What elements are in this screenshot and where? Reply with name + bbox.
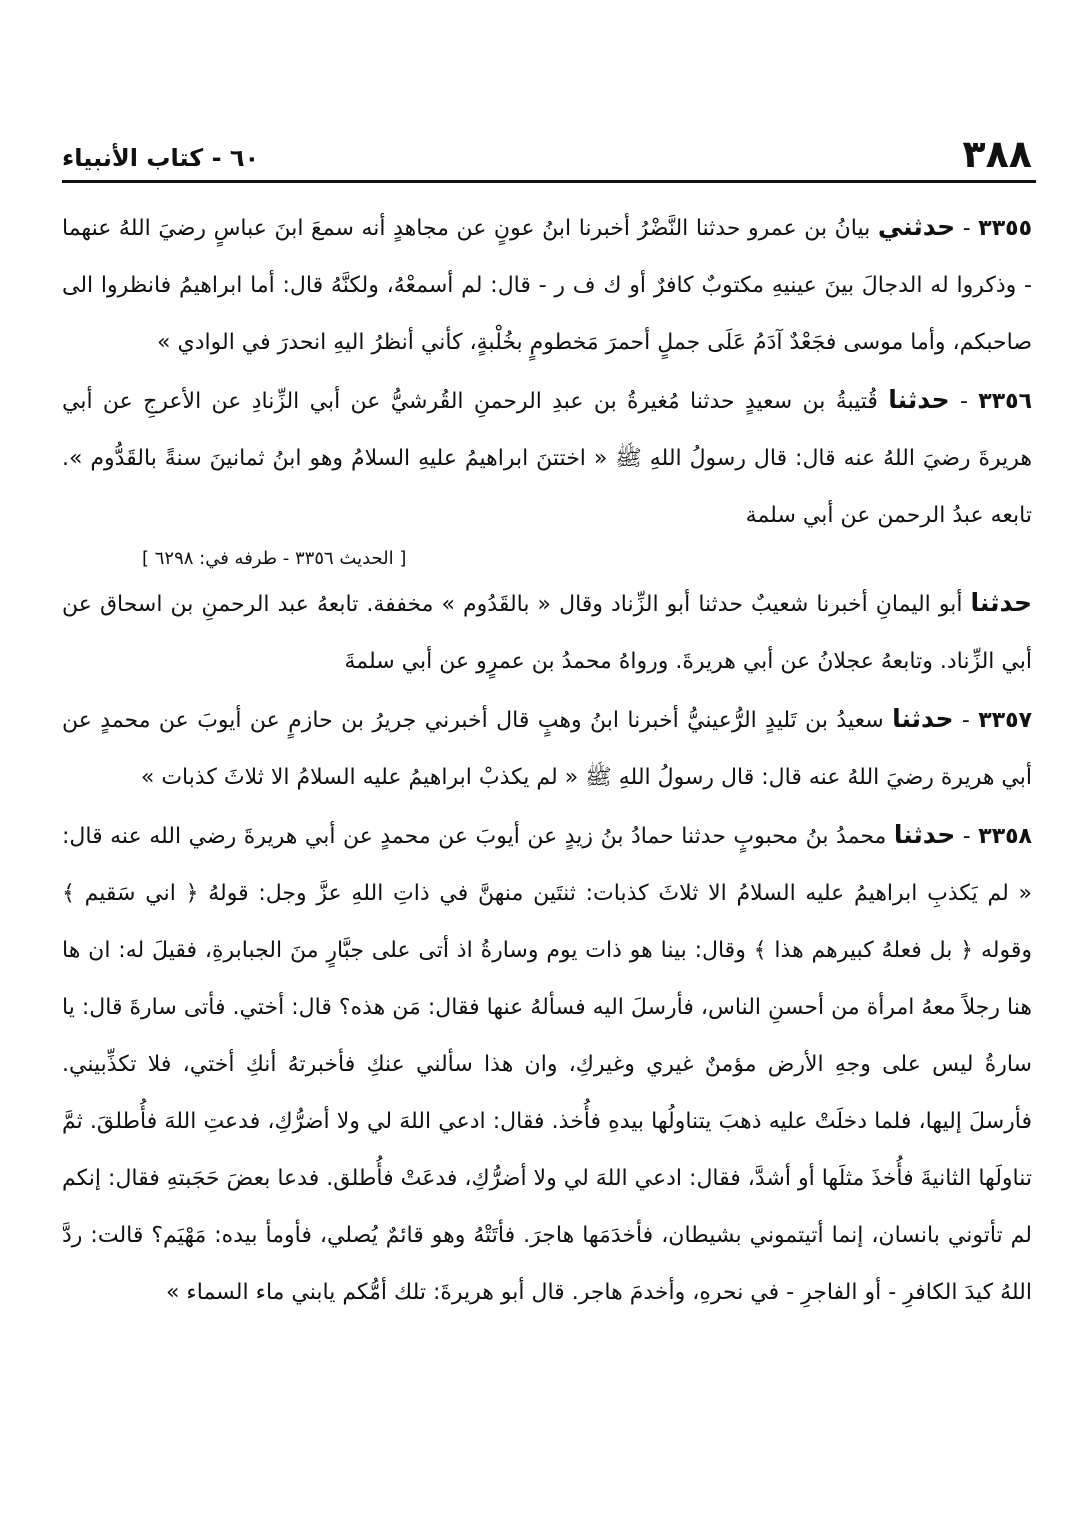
page-number: ٣٨٨	[962, 132, 1032, 176]
page-header	[62, 128, 1032, 176]
hadith-text: أبو اليمانِ أخبرنا شعيبٌ حدثنا أبو الزِّناد وقال « بالقَدُوم » مخففة. تابعهُ عبد الرحمنِ بن اسحاق عن أبي الزِّناد. وتابعهُ عجلانُ عن أبي هريرةَ. ورواهُ محمدُ بن عمرٍو عن أبي سلمةَ	[62, 592, 1032, 674]
text-body	[62, 198, 1032, 1321]
haddathana-word: حدثنا	[970, 588, 1032, 617]
hadith-number: ٣٣٥٨	[978, 824, 1032, 849]
hadith-text: قُتيبةُ بن سعيدٍ حدثنا مُغيرةُ بن عبدِ الرحمنِ القُرشيُّ عن أبي الزِّنادِ عن الأعرجِ عن أبي هريرةَ رضيَ اللهُ عنه قال: قال رسولُ اللهِ ﷺ « اختتنَ ابراهيمُ عليهِ السلامُ وهو ابنُ ثمانينَ سنةً بالقَدُّوم ». تابعه عبدُ الرحمن عن أبي سلمة	[62, 389, 1032, 528]
book-title: ٦٠ - كتاب الأنبياء	[62, 144, 260, 172]
hadith-text: بيانُ بن عمرو حدثنا النَّضْرُ أخبرنا ابنُ عونٍ عن مجاهدٍ أنه سمعَ ابنَ عباسٍ رضيَ اللهُ عنهما - وذكروا له الدجالَ بينَ عينيهِ مكتوبٌ كافرٌ أو ك ف ر - قال: لم أسمعْهُ، ولكنَّهُ قال: أما ابراهيمُ فانظروا الى صاحبكم، وأما موسى فجَعْدٌ آدَمُ عَلَى جملٍ أحمرَ مَخطومٍ بخُلْبةٍ، كأني أنظرُ اليهِ انحدرَ في الوادي »	[62, 216, 1032, 355]
hadith-3356	[62, 371, 1032, 544]
haddathana-word: حدثنا	[892, 704, 954, 733]
dash: -	[955, 216, 979, 241]
hadith-3356-follow	[62, 574, 1032, 690]
hadith-number: ٣٣٥٥	[978, 216, 1032, 241]
hadith-3358	[62, 806, 1032, 1321]
hadith-3357	[62, 690, 1032, 806]
dash: -	[949, 389, 979, 414]
hadith-text: سعيدُ بن تَليدٍ الرُّعينيُّ أخبرنا ابنُ وهبٍ قال أخبرني جريرُ بن حازمٍ عن أيوبَ عن محمدٍ عن أبي هريرة رضيَ اللهُ عنه قال: قال رسولُ اللهِ ﷺ « لم يكذبْ ابراهيمُ عليه السلامُ الا ثلاثَ كذبات »	[62, 708, 1032, 790]
haddathana-word: حدثنا	[888, 385, 950, 414]
dash: -	[953, 708, 979, 733]
haddathana-word: حدثنا	[893, 820, 956, 849]
hadith-text: محمدُ بنُ محبوبٍ حدثنا حمادُ بنُ زيدٍ عن أيوبَ عن محمدٍ عن أبي هريرةَ رضي الله عنه قال: « لم يَكذبِ ابراهيمُ عليه السلامُ الا ثلاثَ كذبات: ثنتَين منهنَّ في ذاتِ اللهِ عزَّ وجل: قولهُ ﴿ اني سَقيم ﴾ وقوله ﴿ بل فعلهُ كبيرهم هذا ﴾ وقال: بينا هو ذات يوم وسارةُ اذ أتى على جبَّارٍ منَ الجبابرةِ، فقيلَ له: ان ها هنا رجلاً معهُ امرأة من أحسنِ الناس، فأرسلَ اليه فسألهُ عنها فقال: مَن هذه؟ قال: أختي. فأتى سارةَ قال: يا سارةُ ليس على وجهِ الأرض مؤمنٌ غيري وغيركِ، وان هذا سألني عنكِ فأخبرتهُ أنكِ أختي، فلا تكذِّبيني. فأرسلَ إليها، فلما دخلَتْ عليه ذهبَ يتناولُها بيدهِ فأُخذ. فقال: ادعي اللهَ لي ولا أضرُّكِ، فدعتِ اللهَ فأُطلقَ. ثمَّ تناولَها الثانيةَ فأُخذَ مثلَها أو أشدَّ، فقال: ادعي اللهَ لي ولا أضرُّكِ، فدعَتْ فأُطلق. فدعا بعضَ حَجَبتهِ فقال: إنكم لم تأتوني بانسان، إنما أتيتموني بشيطان، فأخدَمَها هاجرَ. فأتَتْهُ وهو قائمٌ يُصلي، فأومأ بيده: مَهْيَم؟ قالت: ردَّ اللهُ كيدَ الكافرِ - أو الفاجرِ - في نحرهِ، وأخدمَ هاجر. قال أبو هريرةَ: تلك أمُّكم يابني ماء السماء »	[62, 824, 1032, 1305]
haddathana-word: حدثني	[877, 212, 956, 241]
hadith-reference: [ الحديث ٣٣٥٦ - طرفه في: ٦٢٩٨ ]	[142, 548, 407, 569]
dash: -	[955, 824, 979, 849]
hadith-3355	[62, 198, 1032, 371]
hadith-number: ٣٣٥٦	[978, 389, 1032, 414]
hadith-number: ٣٣٥٧	[978, 708, 1032, 733]
header-rule	[62, 180, 1036, 183]
